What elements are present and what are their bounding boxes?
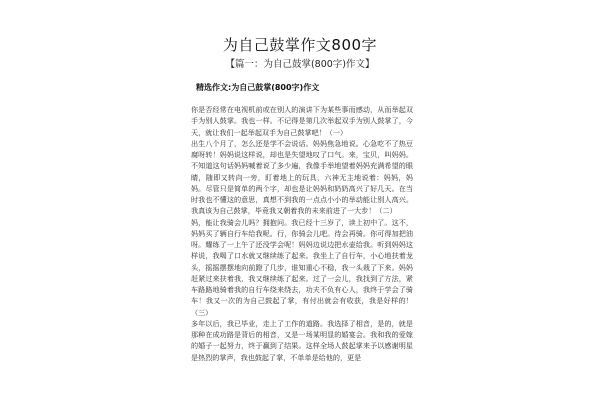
essay-body	[191, 104, 413, 363]
section-heading: 精选作文:为自己鼓掌(800字)作文	[196, 83, 320, 92]
essay-paragraph-intro: 你是否经常在电视机前或在别人的演讲下为某些事而感动，从而举起双手为别人鼓掌。我也一样。不记得是第几次举起双手为别人鼓掌了，今天，就让我们一起举起双手为自己鼓掌吧！（一）	[191, 105, 413, 137]
essay-paragraph-2: 妈，能让我骑会儿吗？拥抱问。我已经十三岁了，读上初中了。这不，妈妈买了辆自行车给我呢。行，你骑会儿吧。待会再骑。你可得加把油呀。耀练了一上午了还没学会呢！妈妈边说边把水壶给我。听到妈妈这样说，我喝了口水就又继续练了起来。我坐上了自行车，小心地扶着龙头，摇摇摆摆地向前蹬了几步，谁知重心不稳，我一头栽了下来。妈妈赶紧过来扶着我，我又继续练了起来。过了一会儿，我找到了方法，紧车路路地骑着我的自行车绕来绕去，功夫不负有心人，我终于学会了骑车！我又一次的为自己鼓起了掌，有付出就会有收获，我是好样的！（三）	[191, 217, 413, 317]
essay-paragraph-3: 多年以后，我已毕业，走上了工作的道路。我选择了相音，是的，就是那种在成功路是背后的相音，又是一场某明显的婚宴会。我和我的爱嫁的婚子一起努力，终于赢到了结果。这样全场人鼓起掌来予以感谢明星是热烈的掌声，我也鼓起了掌，不单单是给他的，更是	[191, 318, 413, 362]
essay-paragraph-1: 出生八个月了，怎么还是学不会说话。妈妈焦急地说。心急吃不了热豆腐呀转！妈妈说这样说，却也是失望地叹了口气。来，宝贝，叫妈妈。不知道这句话妈妈喊着说了多少遍，我像手举地望着妈妈充满希望的眼睛，随即又转向一旁，盯着地上的玩具，六神无主地说着：妈妈，妈妈。尽管只是简单的两个字，却也是让妈妈和奶奶高兴了好几天。在当时我也不懂这的意思，真想不到我的一点点小小的举动能让别人高兴。我真该为自己鼓掌，毕竟我又朝着我的未来前进了一大步！（二）	[191, 138, 413, 216]
document-title: 为自己鼓掌作文800字	[222, 36, 378, 54]
document-subtitle: 【篇一：为自己鼓掌(800字)作文】	[225, 59, 375, 70]
